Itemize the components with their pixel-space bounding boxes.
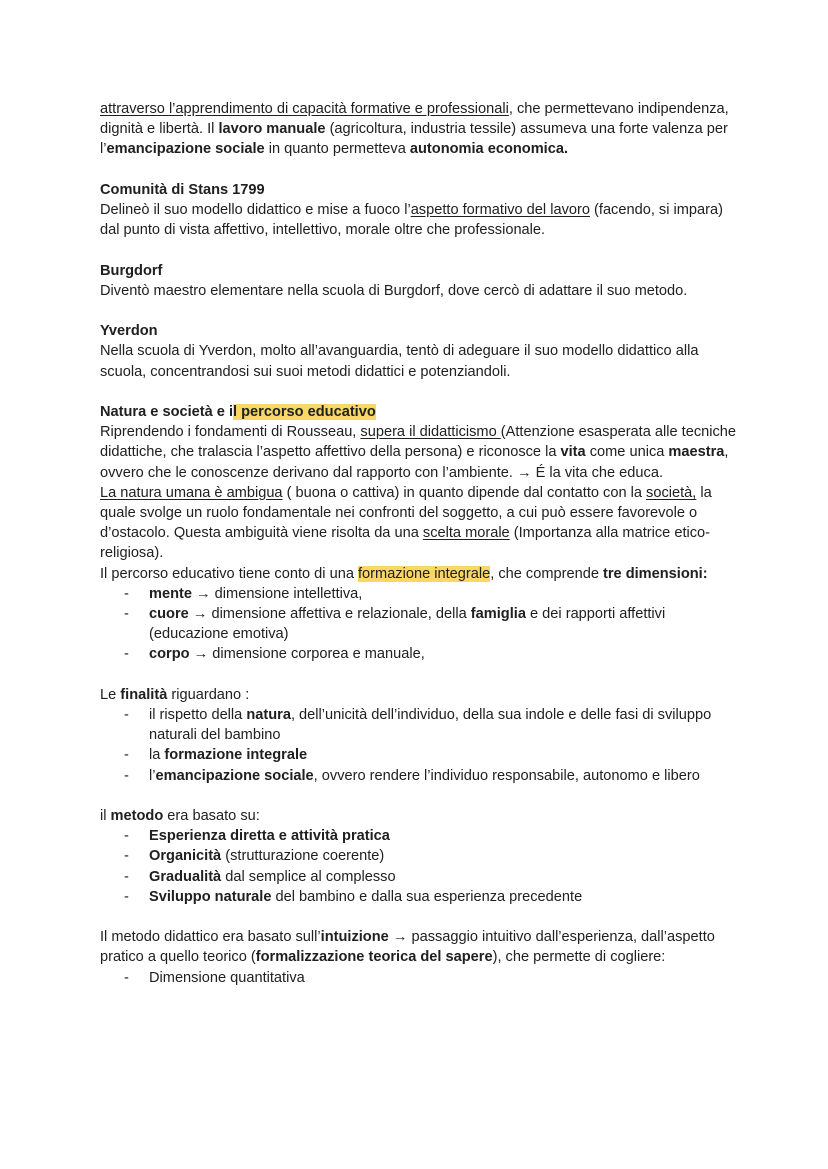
intuizione-list	[100, 968, 738, 988]
list-item: - Sviluppo naturale del bambino e dalla sua esperienza precedente	[149, 887, 738, 907]
list-item: - il rispetto della natura, dell’unicità dell’individuo, della sua indole e delle fasi di sviluppo naturali del bambino	[149, 705, 738, 745]
list-item: - Gradualità dal semplice al complesso	[149, 867, 738, 887]
list-item: - mente → dimensione intellettiva,	[149, 584, 738, 604]
stans-paragraph: Delineò il suo modello didattico e mise a fuoco l’aspetto formativo del lavoro (facendo, si impara) dal punto di vista affettivo, intellettivo, morale oltre che professionale.	[100, 202, 723, 239]
intro-paragraph: attraverso l’apprendimento di capacità formative e professionali, che permettevano indipendenza, dignità e libertà. Il lavoro manuale (agricoltura, industria tessile) assumeva una forte valenza per l’emancipazione sociale in quanto permetteva autonomia economica.	[100, 101, 729, 158]
list-item: - Esperienza diretta e attività pratica	[149, 826, 738, 846]
heading-yverdon: Yverdon	[100, 323, 158, 340]
spacer	[100, 301, 738, 321]
list-item: - corpo → dimensione corporea e manuale,	[149, 644, 738, 664]
natura-paragraph-1: Riprendendo i fondamenti di Rousseau, supera il didatticismo (Attenzione esasperata alle tecniche didattiche, che tralascia l’aspetto affettivo della persona) e riconosce la vita come unica maestra, ovvero che le conoscenze derivano dal rapporto con l’ambiente. → É la vita che educa.	[100, 424, 737, 481]
list-item: - Organicità (strutturazione coerente)	[149, 846, 738, 866]
spacer	[100, 382, 738, 402]
finalita-list	[100, 705, 738, 786]
heading-burgdorf: Burgdorf	[100, 262, 163, 279]
natura-paragraph-2: La natura umana è ambigua ( buona o cattiva) in quanto dipende dal contatto con la società, la quale svolge un ruolo fondamentale nei confronti del soggetto, a cui può essere favorevole o d’ostacolo. Questa ambiguità viene risolta da una scelta morale (Importanza alla matrice etico-religiosa).	[100, 484, 712, 562]
intuizione-paragraph: Il metodo didattico era basato sull’intuizione → passaggio intuitivo dall’esperienza, dall’aspetto pratico a quello teorico (formalizzazione teorica del sapere), che permette di cogliere:	[100, 929, 715, 966]
spacer	[100, 665, 738, 685]
dimensioni-list	[100, 584, 738, 665]
list-item: - Dimensione quantitativa	[149, 968, 738, 988]
spacer	[100, 160, 738, 180]
spacer	[100, 907, 738, 927]
highlighted-text: l percorso educativo	[233, 403, 376, 420]
heading-natura: Natura e società e il percorso educativo	[100, 403, 376, 420]
natura-paragraph-3: Il percorso educativo tiene conto di una formazione integrale, che comprende tre dimensioni:	[100, 565, 708, 582]
highlighted-text: formazione integrale	[358, 565, 491, 582]
spacer	[100, 240, 738, 260]
metodo-intro: il metodo era basato su:	[100, 808, 260, 825]
yverdon-paragraph: Nella scuola di Yverdon, molto all’avanguardia, tentò di adeguare il suo modello didattico alla scuola, concentrandosi sui suoi metodi didattici e potenziandoli.	[100, 343, 699, 380]
list-item: - cuore → dimensione affettiva e relazionale, della famiglia e dei rapporti affettivi (educazione emotiva)	[149, 604, 738, 644]
burgdorf-paragraph: Diventò maestro elementare nella scuola di Burgdorf, dove cercò di adattare il suo metodo.	[100, 282, 688, 299]
underlined-phrase: attraverso l’apprendimento di capacità formative e professionali	[100, 101, 509, 117]
metodo-list	[100, 826, 738, 907]
list-item: - la formazione integrale	[149, 745, 738, 765]
heading-stans: Comunità di Stans 1799	[100, 181, 265, 198]
list-item: - l’emancipazione sociale, ovvero rendere l’individuo responsabile, autonomo e libero	[149, 766, 738, 786]
finalita-intro: Le finalità riguardano :	[100, 686, 250, 703]
spacer	[100, 786, 738, 806]
